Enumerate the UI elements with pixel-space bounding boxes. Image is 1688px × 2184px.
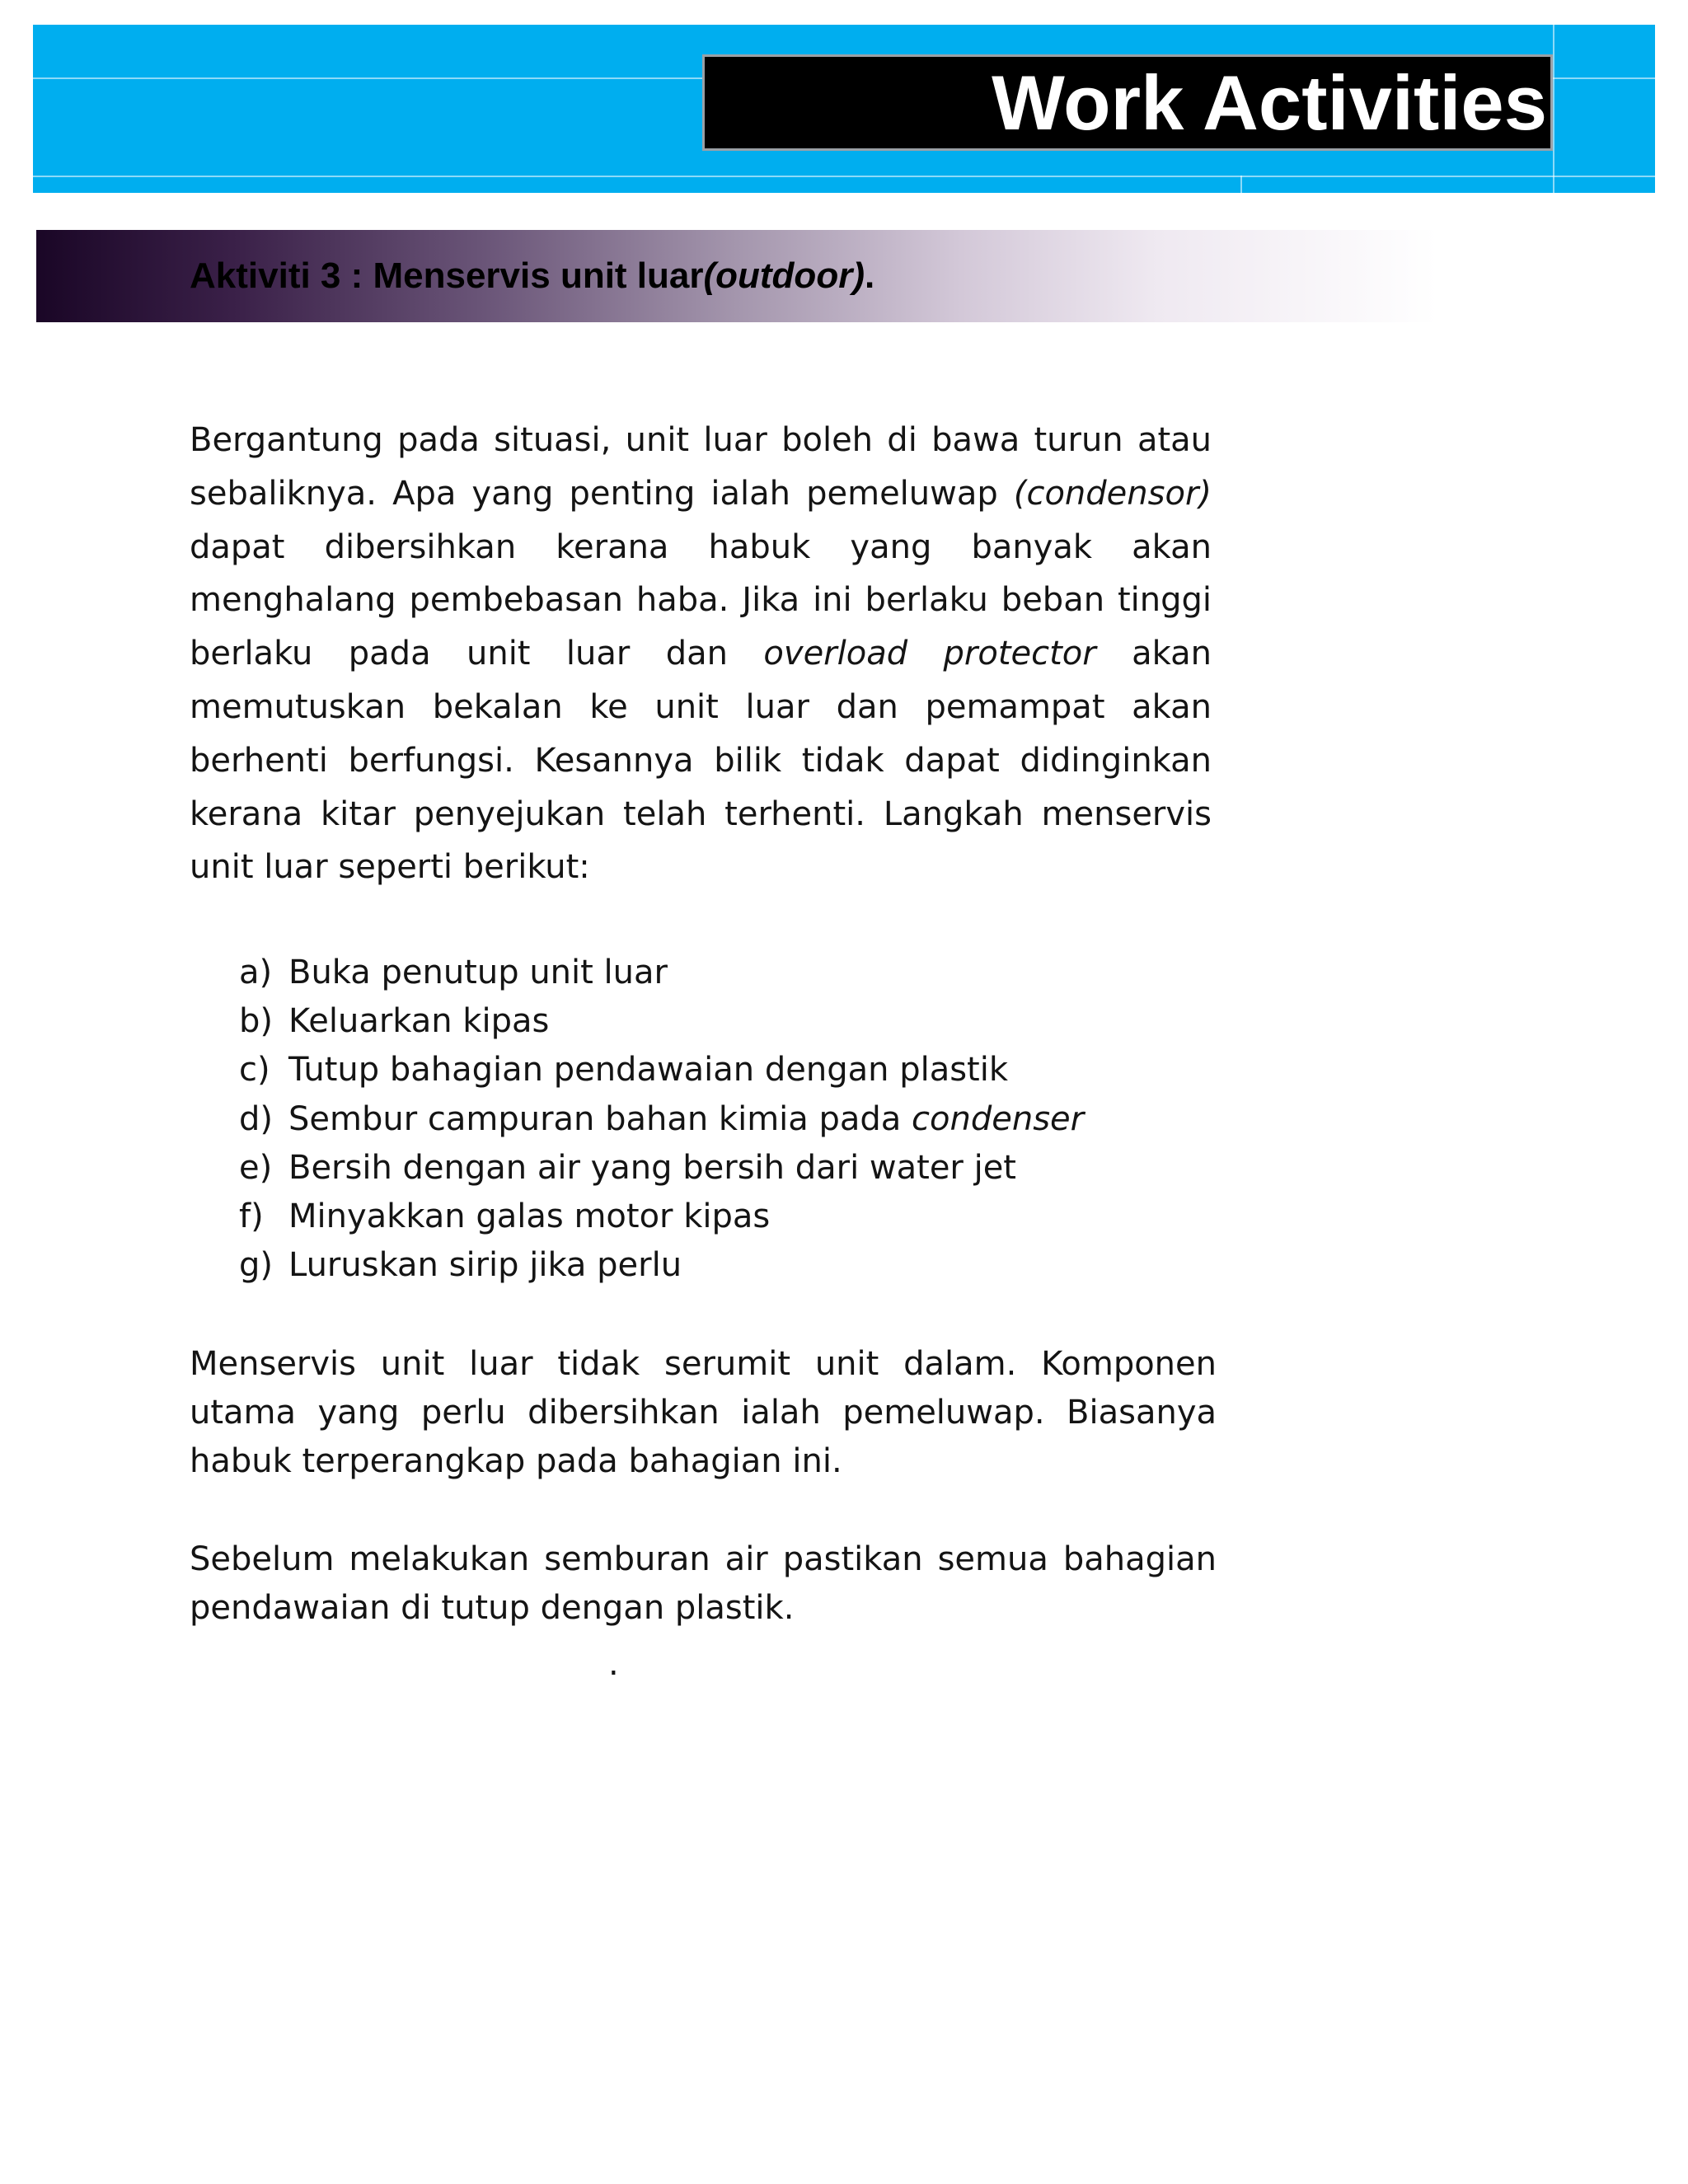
intro-italic-overload: overload protector	[763, 635, 1096, 673]
activity-heading-main: Aktiviti 3 : Menservis unit luar	[190, 255, 704, 296]
list-item	[239, 997, 1084, 1046]
list-item	[239, 1095, 1084, 1144]
list-marker: g)	[239, 1246, 273, 1285]
list-item	[239, 1046, 1084, 1094]
list-item	[239, 949, 1084, 997]
summary-paragraph: Menservis unit luar tidak serumit unit dalam. Komponen utama yang perlu dibersihkan ialah pemeluwap. Biasanya habuk terperangkap pada bahagian ini.	[190, 1345, 1217, 1480]
list-item-italic: condenser	[912, 1099, 1085, 1138]
intro-italic-condensor: (condensor)	[1013, 474, 1212, 513]
intro-text-2: dapat dibersihkan kerana habuk yang banyak akan menghalang pembebasan haba. Jika ini berlaku beban tinggi berlaku pada unit luar dan	[190, 527, 1212, 673]
activity-heading-italic: (outdoor)	[703, 255, 865, 296]
service-steps-list	[239, 949, 1084, 1290]
list-item	[239, 1144, 1084, 1193]
activity-heading-end: .	[864, 255, 875, 296]
list-marker: b)	[239, 1002, 273, 1041]
banner-rule-right	[1553, 25, 1554, 193]
list-item	[239, 1193, 1084, 1241]
intro-paragraph	[190, 414, 1212, 894]
caution-paragraph: Sebelum melakukan semburan air pastikan semua bahagian pendawaian di tutup dengan plastik.	[190, 1540, 1217, 1627]
list-item-text: Luruskan sirip jika perlu	[288, 1246, 682, 1285]
intro-text-1: Bergantung pada situasi, unit luar boleh di bawa turun atau sebaliknya. Apa yang penting ialah pemeluwap	[190, 421, 1212, 513]
list-item-text: Sembur campuran bahan kimia pada	[288, 1099, 912, 1138]
list-marker: e)	[239, 1148, 273, 1187]
banner-rule-bottom	[33, 176, 1655, 177]
list-item-text: Tutup bahagian pendawaian dengan plastik	[288, 1051, 1009, 1090]
page-title-box	[702, 54, 1553, 151]
activity-heading	[190, 230, 874, 322]
intro-text-3: akan memutuskan bekalan ke unit luar dan pemampat akan berhenti berfungsi. Kesannya bilik tidak dapat didinginkan kerana kitar penyejukan telah terhenti. Langkah menservis unit luar seperti berikut:	[190, 635, 1212, 887]
list-item-text: Minyakkan galas motor kipas	[288, 1197, 771, 1236]
list-item-text: Buka penutup unit luar	[288, 954, 668, 991]
list-marker: f)	[239, 1197, 264, 1236]
list-marker: d)	[239, 1099, 273, 1138]
page-title: Work Activities	[992, 59, 1547, 146]
banner-rule-tick	[1240, 176, 1242, 193]
list-marker: a)	[239, 954, 273, 991]
trailing-mark: .	[608, 1645, 619, 1683]
list-item-text: Keluarkan kipas	[288, 1002, 550, 1041]
list-item	[239, 1241, 1084, 1290]
list-item-text: Bersih dengan air yang bersih dari water jet	[288, 1148, 1016, 1187]
list-marker: c)	[239, 1051, 270, 1090]
